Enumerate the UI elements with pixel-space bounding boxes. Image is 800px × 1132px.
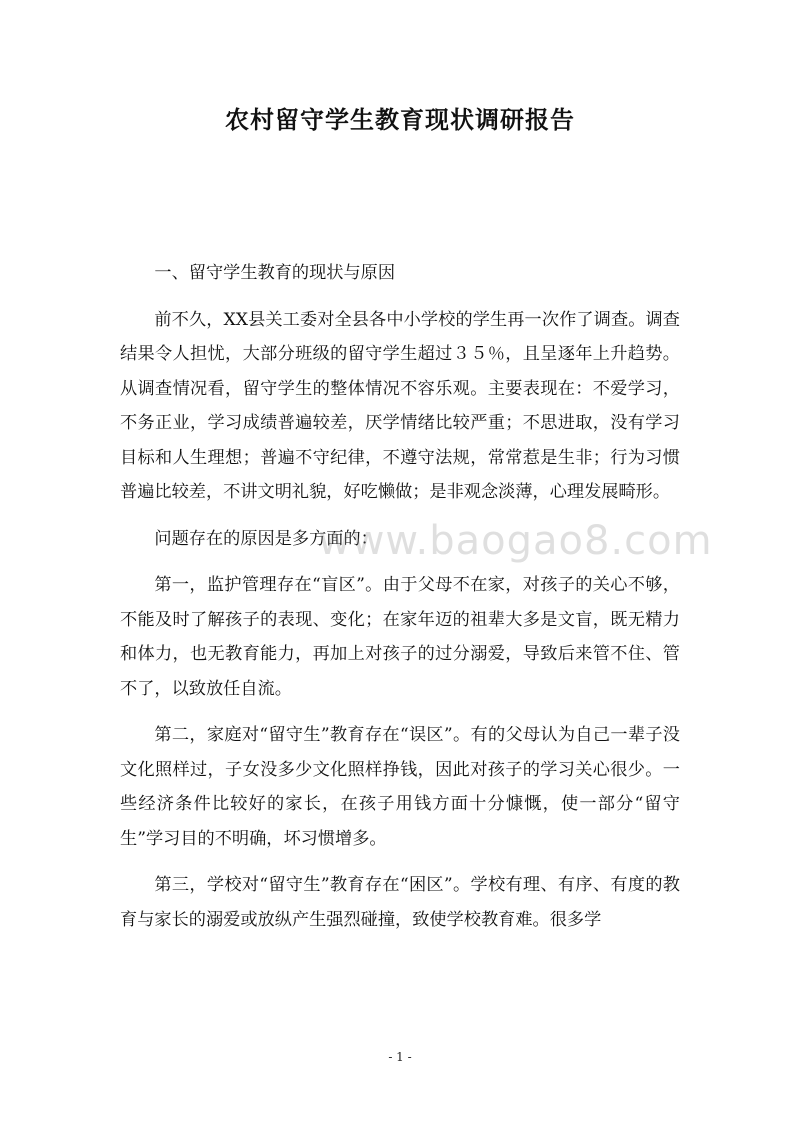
paragraph-cause-one: 第一，监护管理存在“盲区”。由于父母不在家，对孩子的关心不够，不能及时了解孩子的表现、变化；在家年迈的祖辈大多是文盲，既无精力和体力，也无教育能力，再加上对孩子的过分溺爱，导致后来管不住、管不了，以致放任自流。: [120, 575, 680, 699]
paragraph-cause-three: 第三，学校对“留守生”教育存在“困区”。学校有理、有序、有度的教育与家长的溺爱或放纵产生强烈碰撞，致使学校教育难。很多学: [120, 875, 680, 930]
paragraph-cause-two: 第二，家庭对“留守生”教育存在“误区”。有的父母认为自己一辈子没文化照样过，子女没多少文化照样挣钱，因此对孩子的学习关心很少。一些经济条件比较好的家长，在孩子用钱方面十分慷慨，使一部分“留守生”学习目的不明确，坏习惯增多。: [120, 725, 680, 849]
paragraph-causes-intro: 问题存在的原因是多方面的：: [154, 528, 378, 549]
page-number: - 1 -: [388, 1050, 412, 1064]
document-body: [120, 256, 680, 937]
watermark: www.baogao8.com: [318, 518, 713, 564]
section-heading: 一、留守学生教育的现状与原因: [154, 263, 396, 283]
paragraph-survey-findings: 前不久，XX县关工委对全县各中小学校的学生再一次作了调查。调查结果令人担忧，大部分班级的留守学生超过３５％，且呈逐年上升趋势。从调查情况看，留守学生的整体情况不容乐观。主要表现在：不爱学习，不务正业，学习成绩普遍较差，厌学情绪比较严重；不思进取，没有学习目标和人生理想；普遍不守纪律，不遵守法规，常常惹是生非；行为习惯普遍比较差，不讲文明礼貌，好吃懒做；是非观念淡薄，心理发展畸形。: [120, 309, 680, 502]
document-title: 农村留守学生教育现状调研报告: [225, 105, 575, 134]
